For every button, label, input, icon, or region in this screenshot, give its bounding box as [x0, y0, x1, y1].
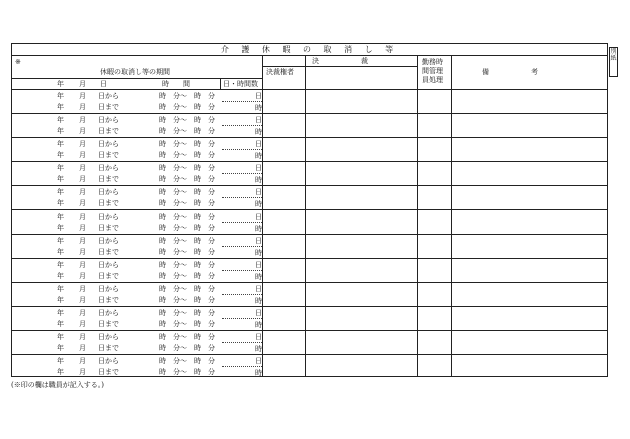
table-row[interactable] — [12, 90, 607, 114]
until-label: 日まで — [98, 368, 119, 377]
mark-label: ※ — [15, 58, 21, 66]
table-row[interactable] — [12, 355, 607, 379]
time-range-label: 時 分〜 時 分 — [159, 164, 215, 173]
time-range-label: 時 分〜 時 分 — [159, 284, 215, 293]
until-label: 日まで — [98, 247, 119, 256]
table-row[interactable] — [12, 211, 607, 235]
time-range-label: 時 分〜 時 分 — [159, 140, 215, 149]
month-label: 月 — [79, 357, 86, 366]
from-label: 日から — [98, 212, 119, 221]
from-label: 日から — [98, 308, 119, 317]
year-label: 年 — [57, 175, 64, 184]
hour-unit: 時 — [255, 128, 262, 137]
day-unit: 日 — [255, 236, 262, 245]
until-label: 日まで — [98, 223, 119, 232]
month-label: 月 — [79, 308, 86, 317]
from-label: 日から — [98, 357, 119, 366]
table-row[interactable] — [12, 235, 607, 259]
month-label: 月 — [79, 236, 86, 245]
year-label: 年 — [57, 368, 64, 377]
time-range-label: 時 分〜 時 分 — [159, 92, 215, 100]
month-label: 月 — [79, 295, 86, 304]
month-label: 月 — [79, 319, 86, 328]
leave-cancellation-form — [11, 43, 608, 377]
from-label: 日から — [98, 92, 119, 100]
time-range-label: 時 分〜 時 分 — [159, 116, 215, 125]
until-label: 日まで — [98, 175, 119, 184]
approver-header: 決裁権者 — [266, 68, 294, 76]
time-range-label: 時 分〜 時 分 — [159, 212, 215, 221]
time-range-label: 時 分〜 時 分 — [159, 368, 215, 377]
hour-unit: 時 — [255, 272, 262, 281]
year-label: 年 — [57, 92, 64, 100]
year-label: 年 — [57, 284, 64, 293]
hour-unit: 時 — [255, 104, 262, 112]
time-range-label: 時 分〜 時 分 — [159, 319, 215, 328]
time-range-label: 時 分〜 時 分 — [159, 103, 215, 111]
year-label: 年 — [57, 344, 64, 352]
time-range-label: 時 分〜 時 分 — [159, 295, 215, 304]
table-row[interactable] — [12, 331, 607, 355]
time-range-label: 時 分〜 時 分 — [159, 223, 215, 232]
table-row[interactable] — [12, 307, 607, 331]
from-label: 日から — [98, 260, 119, 269]
divider — [222, 342, 262, 343]
from-label: 日から — [98, 188, 119, 197]
month-label: 月 — [79, 151, 86, 160]
year-label: 年 — [57, 308, 64, 317]
until-label: 日まで — [98, 103, 119, 111]
year-label: 年 — [57, 103, 64, 111]
month-label: 月 — [79, 127, 86, 136]
until-label: 日まで — [98, 199, 119, 208]
divider — [222, 125, 262, 126]
year-label: 年 — [57, 357, 64, 366]
divider — [222, 366, 262, 367]
month-label: 月 — [79, 223, 86, 232]
day-unit: 日 — [255, 92, 262, 100]
time-range-label: 時 分〜 時 分 — [159, 127, 215, 136]
month-label: 月 — [79, 333, 86, 341]
day-unit: 日 — [255, 164, 262, 173]
time-range-label: 時 分〜 時 分 — [159, 247, 215, 256]
month-header: 月 — [79, 80, 86, 88]
divider — [262, 66, 417, 67]
year-label: 年 — [57, 127, 64, 136]
day-unit: 日 — [255, 308, 262, 317]
until-label: 日まで — [98, 271, 119, 280]
until-label: 日まで — [98, 151, 119, 160]
divider — [222, 222, 262, 223]
until-label: 日まで — [98, 295, 119, 304]
hour-unit: 時 — [255, 248, 262, 257]
month-label: 月 — [79, 140, 86, 149]
from-label: 日から — [98, 164, 119, 173]
time-range-label: 時 分〜 時 分 — [159, 357, 215, 366]
from-label: 日から — [98, 236, 119, 245]
month-label: 月 — [79, 247, 86, 256]
time-range-label: 時 分〜 時 分 — [159, 199, 215, 208]
year-label: 年 — [57, 199, 64, 208]
month-label: 月 — [79, 175, 86, 184]
until-label: 日まで — [98, 344, 119, 352]
month-label: 月 — [79, 164, 86, 173]
day-unit: 日 — [255, 333, 262, 341]
day-unit: 日 — [255, 284, 262, 293]
table-row[interactable] — [12, 259, 607, 283]
remarks-header: 備 考 — [482, 68, 538, 76]
time-range-label: 時 分〜 時 分 — [159, 333, 215, 341]
from-label: 日から — [98, 284, 119, 293]
time-range-label: 時 分〜 時 分 — [159, 151, 215, 160]
divider — [222, 173, 262, 174]
hour-unit: 時 — [255, 200, 262, 209]
month-label: 月 — [79, 344, 86, 352]
attachment-side-label: 別紙 — [609, 47, 618, 77]
divider — [222, 270, 262, 271]
day-unit: 日 — [255, 357, 262, 366]
time-range-label: 時 分〜 時 分 — [159, 188, 215, 197]
day-unit: 日 — [255, 188, 262, 197]
from-label: 日から — [98, 140, 119, 149]
time-header: 時 間 — [162, 80, 190, 88]
footnote: (※印の欄は職員が記入する。) — [11, 381, 104, 389]
month-label: 月 — [79, 260, 86, 269]
year-label: 年 — [57, 188, 64, 197]
year-label: 年 — [57, 260, 64, 269]
hour-unit: 時 — [255, 320, 262, 329]
daytime-header: 日・時間数 — [223, 80, 258, 88]
hour-unit: 時 — [255, 296, 262, 305]
day-unit: 日 — [255, 260, 262, 269]
hour-unit: 時 — [255, 152, 262, 161]
month-label: 月 — [79, 212, 86, 221]
year-label: 年 — [57, 116, 64, 125]
table-row[interactable] — [12, 283, 607, 307]
month-label: 月 — [79, 271, 86, 280]
year-label: 年 — [57, 247, 64, 256]
period-header: 休暇の取消し等の期間 — [100, 68, 170, 76]
hour-unit: 時 — [255, 369, 262, 378]
until-label: 日まで — [98, 127, 119, 136]
year-label: 年 — [57, 151, 64, 160]
table-row[interactable] — [12, 138, 607, 162]
attendance-header: 勤務時間管理員処理 — [422, 58, 443, 84]
time-range-label: 時 分〜 時 分 — [159, 308, 215, 317]
month-label: 月 — [79, 103, 86, 111]
year-label: 年 — [57, 223, 64, 232]
from-label: 日から — [98, 333, 119, 341]
time-range-label: 時 分〜 時 分 — [159, 260, 215, 269]
table-row[interactable] — [12, 162, 607, 186]
year-label: 年 — [57, 236, 64, 245]
year-label: 年 — [57, 295, 64, 304]
month-label: 月 — [79, 116, 86, 125]
divider — [12, 78, 262, 79]
year-label: 年 — [57, 271, 64, 280]
month-label: 月 — [79, 368, 86, 377]
divider — [222, 246, 262, 247]
year-label: 年 — [57, 319, 64, 328]
divider — [222, 197, 262, 198]
hour-unit: 時 — [255, 224, 262, 233]
year-label: 年 — [57, 140, 64, 149]
day-header: 日 — [100, 80, 107, 88]
time-range-label: 時 分〜 時 分 — [159, 175, 215, 184]
day-unit: 日 — [255, 116, 262, 125]
year-label: 年 — [57, 212, 64, 221]
year-label: 年 — [57, 164, 64, 173]
year-label: 年 — [57, 333, 64, 341]
month-label: 月 — [79, 199, 86, 208]
approval-header: 決 裁 — [312, 57, 368, 65]
day-unit: 日 — [255, 140, 262, 149]
time-range-label: 時 分〜 時 分 — [159, 344, 215, 352]
year-header: 年 — [57, 80, 64, 88]
divider — [222, 294, 262, 295]
until-label: 日まで — [98, 319, 119, 328]
from-label: 日から — [98, 116, 119, 125]
table-row[interactable] — [12, 114, 607, 138]
month-label: 月 — [79, 284, 86, 293]
divider — [222, 149, 262, 150]
day-unit: 日 — [255, 212, 262, 221]
month-label: 月 — [79, 188, 86, 197]
time-range-label: 時 分〜 時 分 — [159, 271, 215, 280]
divider — [222, 318, 262, 319]
form-title: 介 護 休 暇 の 取 消 し 等 — [12, 44, 607, 56]
divider — [222, 101, 262, 102]
month-label: 月 — [79, 92, 86, 100]
time-range-label: 時 分〜 時 分 — [159, 236, 215, 245]
table-row[interactable] — [12, 186, 607, 210]
hour-unit: 時 — [255, 176, 262, 185]
hour-unit: 時 — [255, 345, 262, 353]
